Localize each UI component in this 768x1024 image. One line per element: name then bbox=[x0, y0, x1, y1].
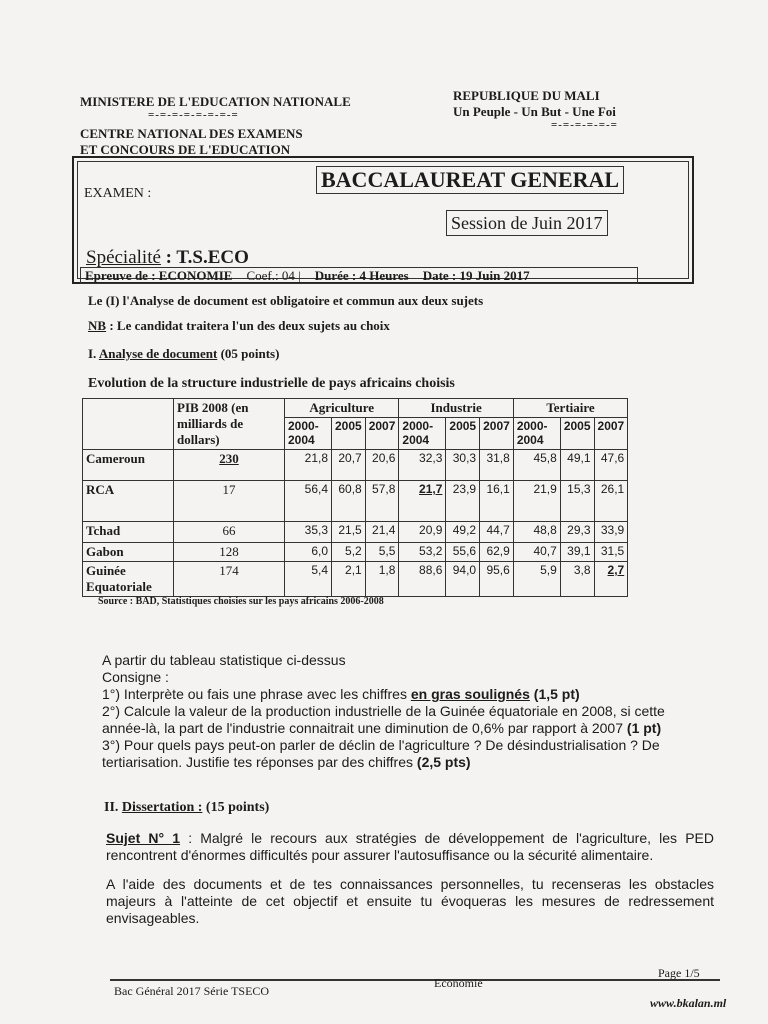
value-cell: 32,3 bbox=[399, 450, 446, 481]
specialite-value: : T.S.ECO bbox=[165, 247, 249, 268]
section-1-points: (05 points) bbox=[220, 346, 280, 361]
nb-label: NB bbox=[88, 318, 107, 333]
country-cell: Guinée Equatoriale bbox=[83, 562, 174, 597]
value-cell: 56,4 bbox=[285, 481, 332, 522]
country-cell: Tchad bbox=[83, 522, 174, 543]
table-header-row bbox=[83, 399, 628, 418]
value-cell: 88,6 bbox=[399, 562, 446, 597]
country-cell: Cameroun bbox=[83, 450, 174, 481]
pib-cell: 230 bbox=[174, 450, 285, 481]
intro-line: Le (I) l'Analyse de document est obligatoire et commun aux deux sujets bbox=[88, 293, 484, 308]
value-cell: 5,5 bbox=[365, 543, 399, 562]
pib-cell: 17 bbox=[174, 481, 285, 522]
value-cell: 6,0 bbox=[285, 543, 332, 562]
value-cell: 5,2 bbox=[332, 543, 366, 562]
value-cell: 21,5 bbox=[332, 522, 366, 543]
pib-cell: 128 bbox=[174, 543, 285, 562]
sujet-1-text: : Malgré le recours aux stratégies de développement de l'agriculture, les PED rencontrent d'énormes difficultés pour assurer l'autosuffisance ou la sécurité alimentaire. bbox=[106, 830, 714, 863]
value-cell: 40,7 bbox=[513, 543, 560, 562]
value-cell: 15,3 bbox=[560, 481, 594, 522]
epreuve: Epreuve de : ECONOMIE bbox=[85, 268, 233, 283]
table-row bbox=[83, 522, 628, 543]
question-1-points: (1,5 pt) bbox=[533, 686, 580, 702]
website: www.bkalan.ml bbox=[650, 996, 727, 1010]
value-cell: 20,6 bbox=[365, 450, 399, 481]
value-cell: 53,2 bbox=[399, 543, 446, 562]
value-cell: 31,8 bbox=[480, 450, 514, 481]
sujet-1-instructions: A l'aide des documents et de tes connaissances personnelles, tu recenseras les obstacles majeurs à l'atteinte de cet objectif et ensuite tu évoqueras les mesures de redressement envisageables. bbox=[106, 876, 714, 926]
pib-cell: 66 bbox=[174, 522, 285, 543]
question-1-emphasis: en gras soulignés bbox=[410, 686, 530, 702]
footer-subject: Economie bbox=[434, 976, 483, 990]
footer-left: Bac Général 2017 Série TSECO bbox=[114, 984, 270, 998]
value-cell: 49,1 bbox=[560, 450, 594, 481]
session-label: Session de Juin 2017 bbox=[446, 210, 608, 236]
value-cell: 39,1 bbox=[560, 543, 594, 562]
value-cell: 16,1 bbox=[480, 481, 514, 522]
value-cell: 26,1 bbox=[594, 481, 628, 522]
year-header: 2005 bbox=[332, 418, 366, 450]
value-cell: 21,7 bbox=[399, 481, 446, 522]
section-1-num: I. bbox=[88, 346, 97, 361]
duration: Durée : 4 Heures bbox=[314, 268, 409, 283]
section-2-title: Dissertation : bbox=[121, 800, 203, 815]
year-header: 2000-2004 bbox=[285, 418, 332, 450]
table-row bbox=[83, 481, 628, 522]
question-2-text: 2°) Calcule la valeur de la production industrielle de la Guinée équatoriale en 2008, si cette année-là, la part de l'industrie connaitrait une diminution de 0,6% par rapport à 2007 bbox=[102, 703, 665, 736]
pib-header: PIB 2008 (en milliards de dollars) bbox=[174, 399, 285, 450]
exam-date: Date : 19 Juin 2017 bbox=[422, 268, 530, 283]
value-cell: 49,2 bbox=[446, 522, 480, 543]
value-cell: 3,8 bbox=[560, 562, 594, 597]
centre-line-2: ET CONCOURS DE L'EDUCATION bbox=[80, 142, 291, 157]
question-3-points: (2,5 pts) bbox=[416, 754, 471, 770]
value-cell: 95,6 bbox=[480, 562, 514, 597]
table-row bbox=[83, 562, 628, 597]
table-row bbox=[83, 450, 628, 481]
country-cell: Gabon bbox=[83, 543, 174, 562]
value-cell: 31,5 bbox=[594, 543, 628, 562]
year-header: 2005 bbox=[446, 418, 480, 450]
year-header: 2007 bbox=[365, 418, 399, 450]
republic-separator: =-=-=-=-=-= bbox=[551, 119, 618, 131]
value-cell: 45,8 bbox=[513, 450, 560, 481]
question-2 bbox=[102, 703, 702, 737]
value-cell: 20,7 bbox=[332, 450, 366, 481]
section-2-points: (15 points) bbox=[205, 800, 270, 815]
value-cell: 47,6 bbox=[594, 450, 628, 481]
group-header-tertiaire: Tertiaire bbox=[513, 399, 627, 418]
value-cell: 57,8 bbox=[365, 481, 399, 522]
section-2-heading bbox=[104, 800, 269, 816]
value-cell: 48,8 bbox=[513, 522, 560, 543]
nb-line bbox=[88, 318, 390, 334]
value-cell: 44,7 bbox=[480, 522, 514, 543]
value-cell: 33,9 bbox=[594, 522, 628, 543]
value-cell: 5,4 bbox=[285, 562, 332, 597]
value-cell: 2,7 bbox=[594, 562, 628, 597]
sujet-1 bbox=[106, 830, 714, 864]
value-cell: 94,0 bbox=[446, 562, 480, 597]
consigne-label: Consigne : bbox=[102, 669, 169, 685]
value-cell: 21,8 bbox=[285, 450, 332, 481]
value-cell: 21,4 bbox=[365, 522, 399, 543]
group-header-industrie: Industrie bbox=[399, 399, 513, 418]
year-header: 2005 bbox=[560, 418, 594, 450]
sujet-1-label: Sujet N° 1 bbox=[106, 830, 181, 846]
value-cell: 30,3 bbox=[446, 450, 480, 481]
value-cell: 21,9 bbox=[513, 481, 560, 522]
value-cell: 2,1 bbox=[332, 562, 366, 597]
year-header: 2007 bbox=[594, 418, 628, 450]
pib-cell: 174 bbox=[174, 562, 285, 597]
year-header: 2007 bbox=[480, 418, 514, 450]
section-2-num: II. bbox=[104, 800, 119, 815]
questions-intro: A partir du tableau statistique ci-dessus bbox=[102, 652, 346, 668]
value-cell: 60,8 bbox=[332, 481, 366, 522]
epreuve-line bbox=[80, 267, 638, 284]
republic-motto: Un Peuple - Un But - Une Foi bbox=[453, 104, 616, 119]
value-cell: 5,9 bbox=[513, 562, 560, 597]
value-cell: 35,3 bbox=[285, 522, 332, 543]
country-cell: RCA bbox=[83, 481, 174, 522]
table-body bbox=[83, 450, 628, 597]
ministry-name: MINISTERE DE L'EDUCATION NATIONALE bbox=[80, 94, 351, 109]
corner-cell bbox=[83, 399, 174, 450]
value-cell: 55,6 bbox=[446, 543, 480, 562]
exam-label: EXAMEN : bbox=[84, 186, 152, 201]
question-2-points: (1 pt) bbox=[626, 720, 662, 736]
table-row bbox=[83, 543, 628, 562]
exam-title: BACCALAUREAT GENERAL bbox=[316, 166, 624, 194]
centre-line-1: CENTRE NATIONAL DES EXAMENS bbox=[80, 126, 303, 141]
specialite-label: Spécialité bbox=[86, 247, 161, 268]
question-1-text: 1°) Interprète ou fais une phrase avec les chiffres bbox=[102, 686, 407, 702]
questions-block bbox=[102, 652, 702, 771]
ministry-block bbox=[80, 94, 351, 158]
value-cell: 29,3 bbox=[560, 522, 594, 543]
page-number: Page 1/5 bbox=[658, 966, 700, 980]
question-1 bbox=[102, 686, 702, 703]
year-header: 2000-2004 bbox=[399, 418, 446, 450]
specialite bbox=[86, 247, 249, 269]
statistics-table bbox=[82, 398, 628, 597]
footer-divider bbox=[110, 979, 720, 981]
value-cell: 20,9 bbox=[399, 522, 446, 543]
table-source: Source : BAD, Statistiques choisies sur les pays africains 2006-2008 bbox=[98, 596, 384, 607]
republic-block bbox=[453, 88, 618, 130]
section-1-heading bbox=[88, 346, 279, 362]
republic-name: REPUBLIQUE DU MALI bbox=[453, 88, 600, 103]
value-cell: 23,9 bbox=[446, 481, 480, 522]
question-3 bbox=[102, 737, 702, 771]
ministry-separator: =-=-=-=-=-=-=-= bbox=[148, 109, 239, 121]
table-title: Evolution de la structure industrielle de pays africains choisis bbox=[88, 376, 455, 391]
nb-text: : Le candidat traitera l'un des deux sujets au choix bbox=[109, 318, 390, 333]
question-3-text: 3°) Pour quels pays peut-on parler de déclin de l'agriculture ? De désindustrialisation ? De tertiarisation. Justifie tes réponses par des chiffres bbox=[102, 737, 660, 770]
group-header-agriculture: Agriculture bbox=[285, 399, 399, 418]
section-1-title: Analyse de document bbox=[98, 346, 218, 361]
year-header: 2000-2004 bbox=[513, 418, 560, 450]
coefficient: Coef.: 04 | bbox=[246, 268, 301, 283]
value-cell: 62,9 bbox=[480, 543, 514, 562]
value-cell: 1,8 bbox=[365, 562, 399, 597]
